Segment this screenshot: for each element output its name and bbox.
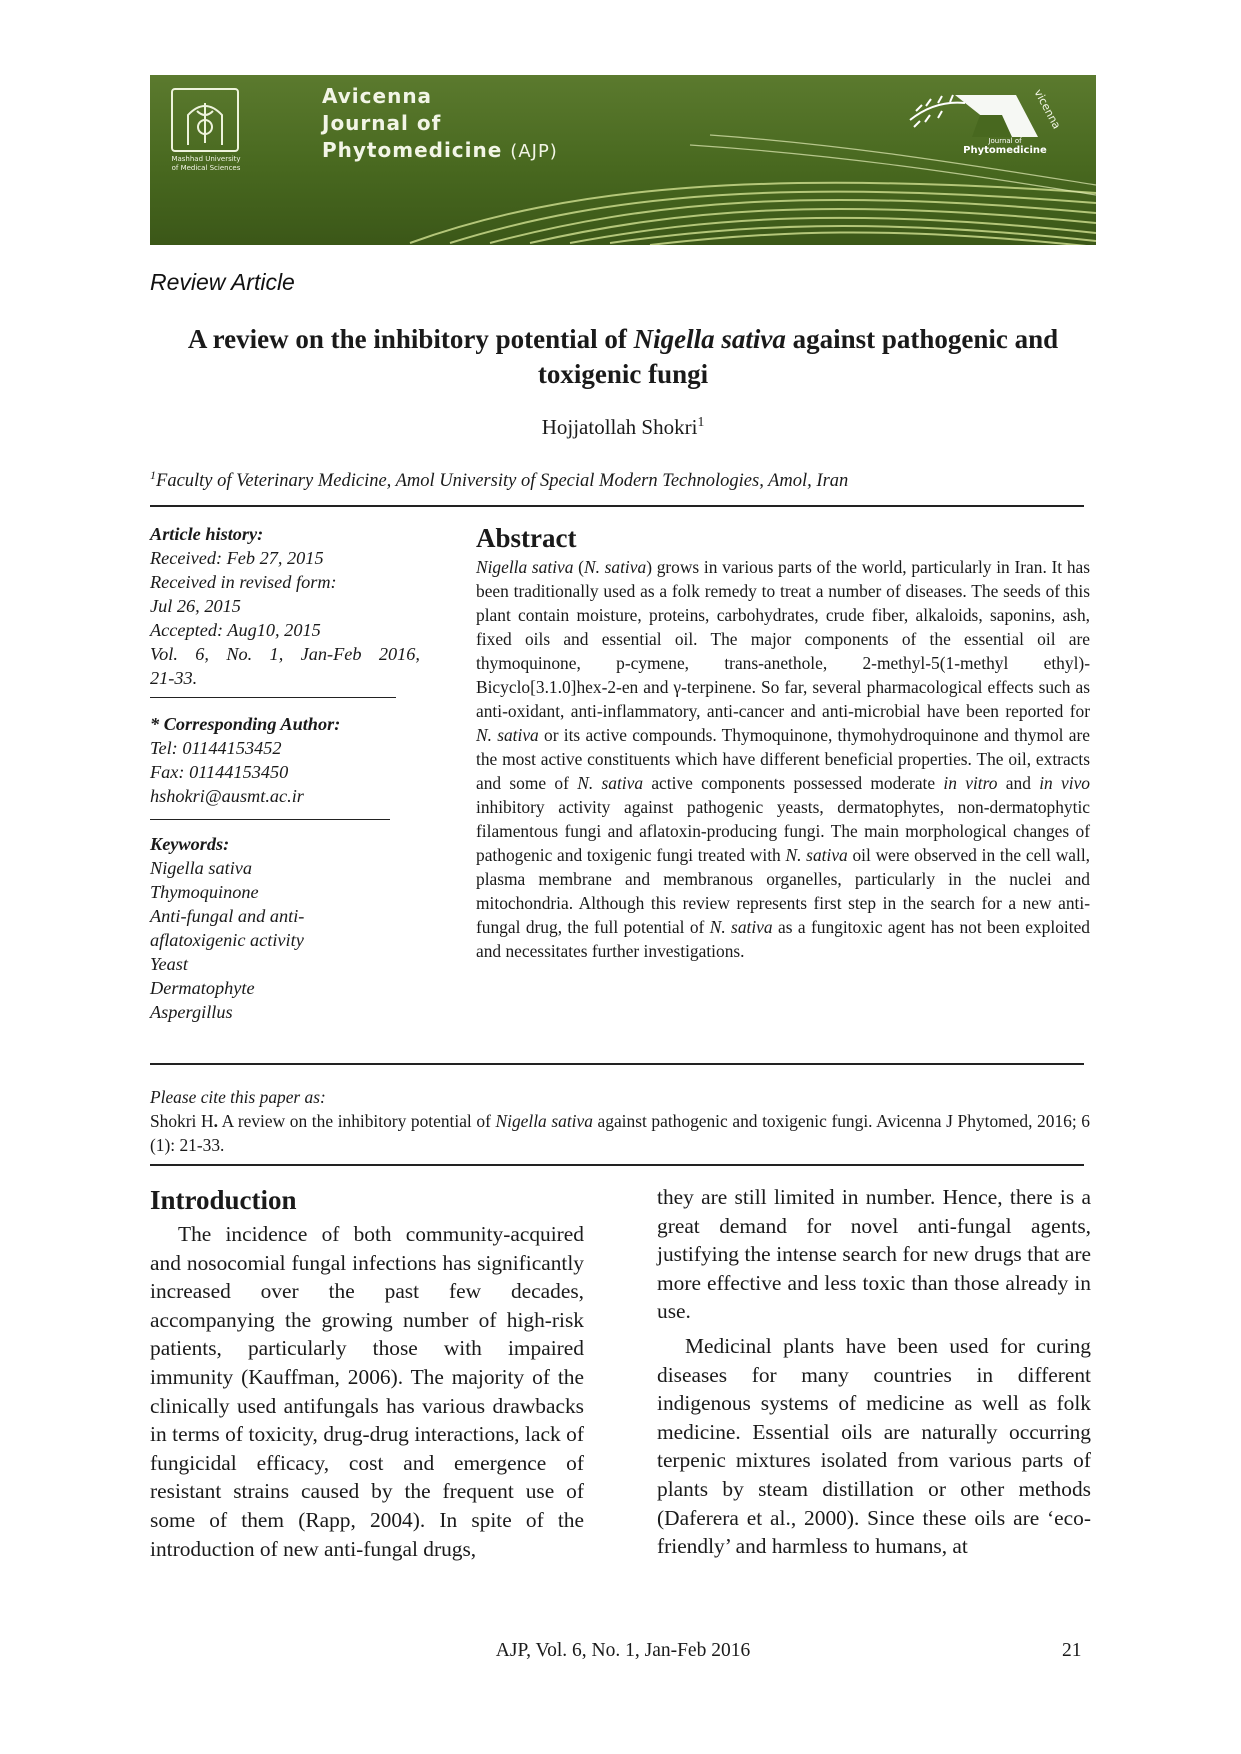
- title-species: Nigella sativa: [633, 324, 786, 354]
- abstract-heading: Abstract: [476, 523, 577, 553]
- journal-name-line3: Phytomedicine (AJP): [322, 138, 558, 162]
- article-history: Article history: Received: Feb 27, 2015 Received in revised form: Jul 26, 2015 Accepted: Aug10, 2015 Vol. 6, No. 1, Jan-Feb 2016, 21-33.: [150, 524, 420, 688]
- university-name: Mashhad University of Medical Sciences: [171, 155, 241, 172]
- divider-top: [150, 505, 1084, 507]
- right-logo-text: Journal of Phytomedicine: [963, 137, 1047, 156]
- author: Hojjatollah Shokri$^1$: [541, 414, 705, 439]
- avicenna-logo-icon: [910, 95, 1038, 137]
- journal-banner: [150, 75, 1096, 245]
- citation-label: Please cite this paper as:: [150, 1087, 326, 1107]
- journal-abbreviation: (AJP): [510, 141, 558, 162]
- article-type: Review Article: [150, 269, 295, 295]
- page-number: 21: [1062, 1640, 1082, 1661]
- intro-paragraph-1-continued: they are still limited in number. Hence, there is a great demand for novel anti-fungal agents, justifying the intense search for new drugs that are more effective and less toxic than those already in use.: [657, 1185, 1091, 1324]
- right-logo-arc-text: vicenna: [1031, 87, 1064, 132]
- intro-paragraph-1: The incidence of both community-acquired and nosocomial fungal infections has significantly increased over the past few decades, accompanying the growing number of high-risk patients, particularly those with impaired immunity (Kauffman, 2006). The majority of the clinically used antifungals has various drawbacks in terms of toxicity, drug-drug interactions, lack of fungicidal efficacy, cost and emergence of resistant strains caused by the frequent use of some of them (Rapp, 2004). In spite of the introduction of new anti-fungal drugs,: [150, 1222, 584, 1561]
- citation-block: Please cite this paper as: Shokri H. A review on the inhibitory potential of Nigella sativa against pathogenic and toxigenic fungi. Avicenna J Phytomed, 2016; 6 (1): 21-33.: [150, 1087, 1090, 1155]
- keywords: Keywords: Nigella sativa Thymoquinone Anti-fungal and anti- aflatoxigenic activity Yeast Dermatophyte Aspergillus: [150, 832, 420, 1024]
- divider-citation-bottom: [150, 1164, 1084, 1166]
- affiliation: $^1$Faculty of Veterinary Medicine, Amol University of Special Modern Technologies, Amol, Iran: [150, 468, 849, 492]
- keyword: Yeast: [150, 954, 188, 974]
- introduction-column-right: [657, 1183, 1091, 1561]
- keyword: aflatoxigenic activity: [150, 930, 304, 950]
- abstract-body: Nigella sativa (N. sativa) grows in various parts of the world, particularly in Iran. It has been traditionally used as a folk remedy to treat a number of diseases. The seeds of this plant contain moisture, proteins, carbohydrates, crude fiber, alkaloids, saponins, ash, fixed oils and essential oil. The major components of the essential oil are thymoquinone, p-cymene, trans-anethole, 2-methyl-5(1-methyl ethyl)-Bicyclo[3.1.0]hex-2-en and γ-terpinene. So far, several pharmacological effects such as anti-oxidant, anti-inflammatory, anti-cancer and anti-microbial have been reported for N. sativa or its active compounds. Thymoquinone, thymohydroquinone and thymol are the most active constituents which have different beneficial properties. The oil, extracts and some of N. sativa active components possessed moderate in vitro and in vivo inhibitory activity against pathogenic yeasts, dermatophytes, non-dermatophytic filamentous fungi and aflatoxin-producing fungi. The main morphological changes of pathogenic and toxigenic fungi treated with N. sativa oil were observed in the cell wall, plasma membrane and membranous organelles, particularly in the nuclei and mitochondria. Although this review represents first step in the search for a new anti-fungal drug, the full potential of N. sativa as a fungitoxic agent has not been exploited and necessitates further investigations.: [476, 557, 1091, 961]
- sidebar-divider-2: [150, 819, 390, 820]
- journal-name-line1: Avicenna: [322, 84, 433, 108]
- intro-paragraph-2: Medicinal plants have been used for curing diseases for many countries in different indigenous systems of medicine as well as folk medicine. Essential oils are naturally occurring terpenic mixtures isolated from various parts of plants by steam distillation or other methods (Daferera et al., 2000). Since these oils are ‘eco-friendly’ and harmless to humans, at: [657, 1333, 1091, 1559]
- introduction-heading: Introduction: [150, 1185, 297, 1215]
- university-emblem-icon: [172, 89, 238, 151]
- keyword: Aspergillus: [150, 1002, 233, 1022]
- paper-title: A review on the inhibitory potential of Nigella sativa against pathogenic and toxigenic fungi: [187, 324, 1059, 389]
- keyword: Nigella sativa: [150, 858, 253, 878]
- sidebar-divider-1: [150, 697, 396, 698]
- keyword: Anti-fungal and anti-: [150, 906, 305, 926]
- introduction-column-left: [150, 1220, 584, 1563]
- email-link[interactable]: hshokri@ausmt.ac.ir: [150, 786, 304, 806]
- keyword: Thymoquinone: [150, 882, 259, 902]
- divider-abstract-bottom: [150, 1063, 1084, 1065]
- journal-name-line2: Journal of: [322, 111, 442, 135]
- corresponding-author: * Corresponding Author: Tel: 01144153452 Fax: 01144153450 hshokri@ausmt.ac.ir: [150, 712, 420, 808]
- keyword: Dermatophyte: [150, 978, 255, 998]
- page-footer: AJP, Vol. 6, No. 1, Jan-Feb 2016: [495, 1640, 751, 1661]
- banner-graphic: [150, 75, 1096, 245]
